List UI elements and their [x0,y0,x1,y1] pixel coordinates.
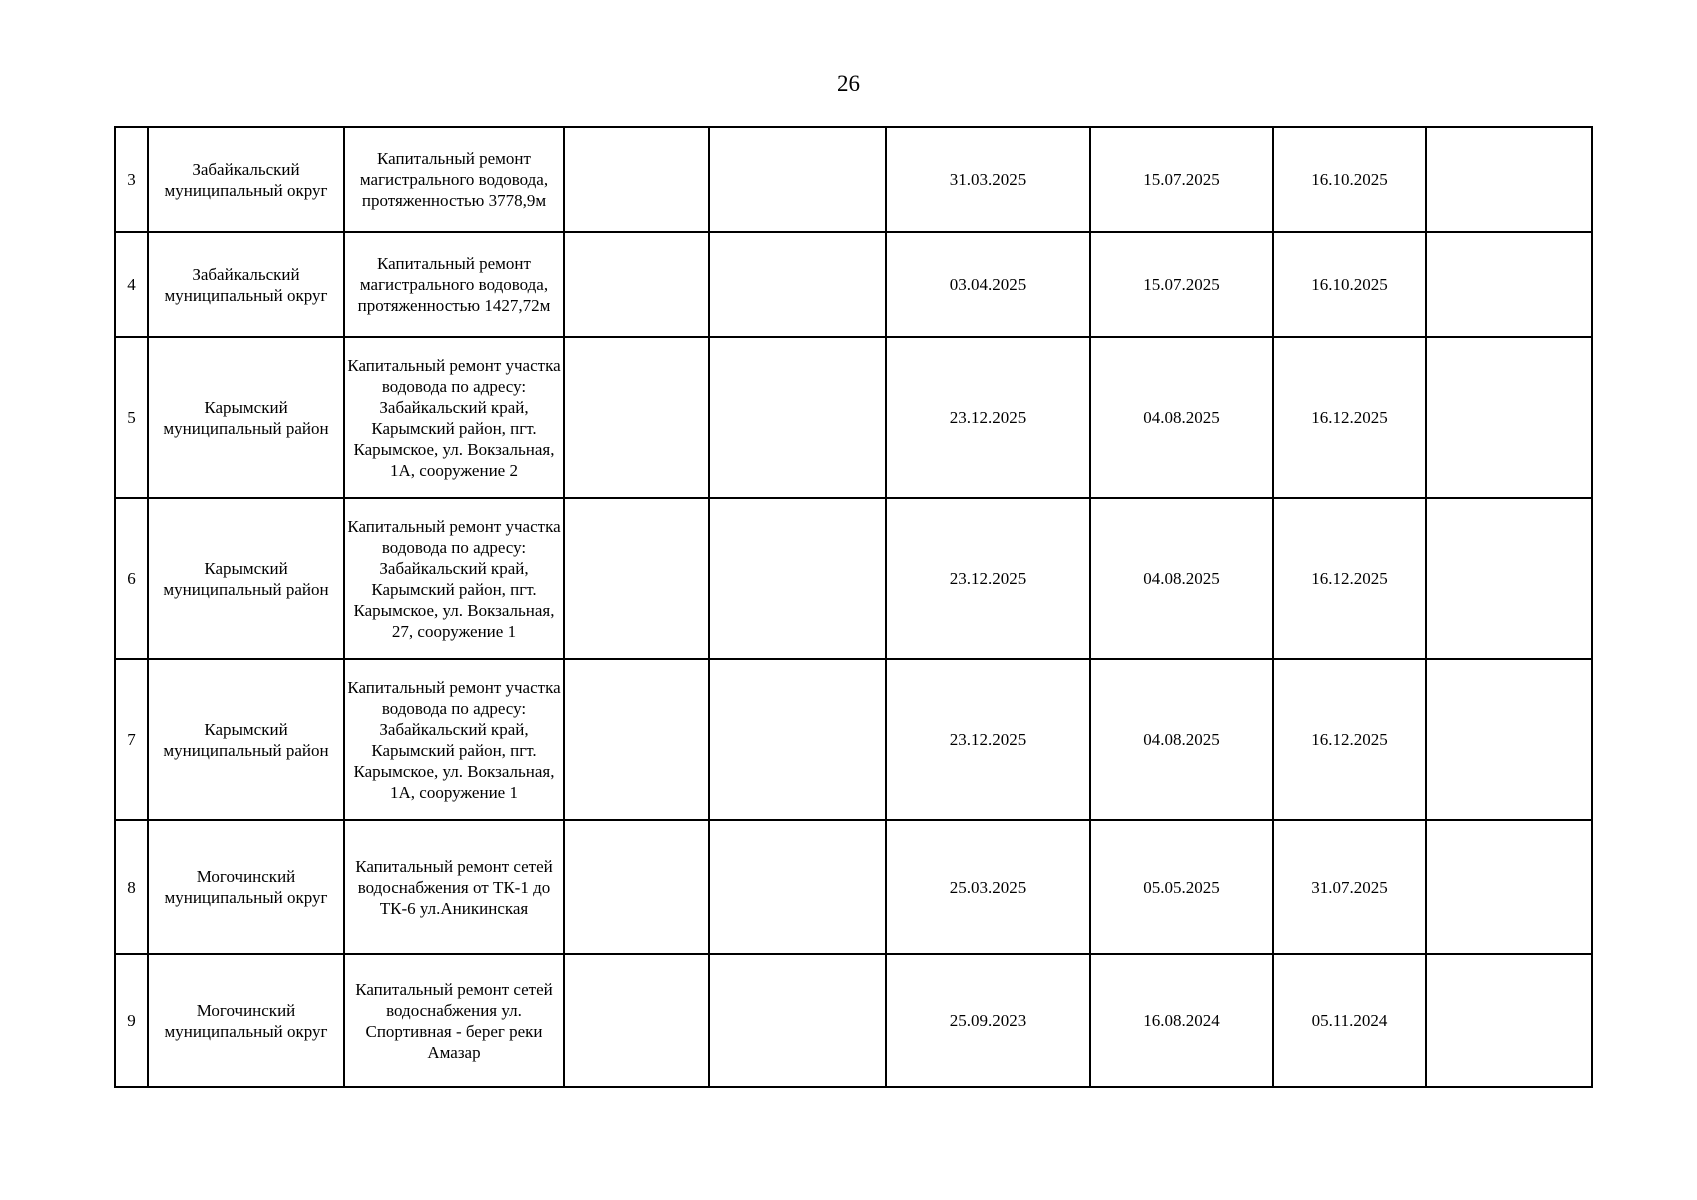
empty-cell [709,820,886,954]
date-cell: 25.03.2025 [886,820,1090,954]
date-cell: 25.09.2023 [886,954,1090,1087]
municipality-cell: Карымский муниципальный район [148,498,344,659]
date-cell: 15.07.2025 [1090,232,1273,337]
empty-cell [564,820,709,954]
empty-cell [709,659,886,820]
empty-cell [564,954,709,1087]
row-number: 4 [115,232,148,337]
row-number: 3 [115,127,148,232]
municipality-cell: Забайкальский муниципальный округ [148,232,344,337]
date-cell: 15.07.2025 [1090,127,1273,232]
date-cell: 16.10.2025 [1273,127,1426,232]
description-cell: Капитальный ремонт участка водовода по адресу: Забайкальский край, Карымский район, пгт. Карымское, ул. Вокзальная, 1А, сооружение 1 [344,659,564,820]
empty-cell [1426,659,1592,820]
date-cell: 16.08.2024 [1090,954,1273,1087]
date-cell: 31.03.2025 [886,127,1090,232]
objects-table [114,126,1593,1088]
municipality-cell: Карымский муниципальный район [148,659,344,820]
table-row [115,659,1592,820]
date-cell: 31.07.2025 [1273,820,1426,954]
empty-cell [709,498,886,659]
municipality-cell: Могочинский муниципальный округ [148,954,344,1087]
date-cell: 23.12.2025 [886,337,1090,498]
row-number: 8 [115,820,148,954]
description-cell: Капитальный ремонт сетей водоснабжения ул. Спортивная - берег реки Амазар [344,954,564,1087]
description-cell: Капитальный ремонт участка водовода по адресу: Забайкальский край, Карымский район, пгт. Карымское, ул. Вокзальная, 27, сооружение 1 [344,498,564,659]
empty-cell [709,954,886,1087]
municipality-cell: Забайкальский муниципальный округ [148,127,344,232]
empty-cell [564,659,709,820]
date-cell: 05.11.2024 [1273,954,1426,1087]
municipality-cell: Могочинский муниципальный округ [148,820,344,954]
description-cell: Капитальный ремонт магистрального водовода, протяженностью 1427,72м [344,232,564,337]
row-number: 9 [115,954,148,1087]
date-cell: 23.12.2025 [886,659,1090,820]
row-number: 7 [115,659,148,820]
date-cell: 04.08.2025 [1090,337,1273,498]
page-number: 26 [837,71,860,96]
date-cell: 16.10.2025 [1273,232,1426,337]
empty-cell [1426,820,1592,954]
date-cell: 16.12.2025 [1273,659,1426,820]
empty-cell [709,232,886,337]
empty-cell [709,337,886,498]
table-row [115,498,1592,659]
empty-cell [1426,337,1592,498]
empty-cell [1426,954,1592,1087]
table-row [115,127,1592,232]
table-row [115,820,1592,954]
description-cell: Капитальный ремонт участка водовода по адресу: Забайкальский край, Карымский район, пгт. Карымское, ул. Вокзальная, 1А, сооружение 2 [344,337,564,498]
empty-cell [564,127,709,232]
date-cell: 16.12.2025 [1273,498,1426,659]
empty-cell [564,337,709,498]
table-row [115,337,1592,498]
empty-cell [1426,127,1592,232]
empty-cell [1426,498,1592,659]
date-cell: 05.05.2025 [1090,820,1273,954]
date-cell: 04.08.2025 [1090,659,1273,820]
date-cell: 23.12.2025 [886,498,1090,659]
date-cell: 03.04.2025 [886,232,1090,337]
table-row [115,232,1592,337]
empty-cell [564,232,709,337]
description-cell: Капитальный ремонт сетей водоснабжения от ТК-1 до ТК-6 ул.Аникинская [344,820,564,954]
table-row [115,954,1592,1087]
row-number: 6 [115,498,148,659]
date-cell: 16.12.2025 [1273,337,1426,498]
empty-cell [564,498,709,659]
row-number: 5 [115,337,148,498]
date-cell: 04.08.2025 [1090,498,1273,659]
empty-cell [1426,232,1592,337]
empty-cell [709,127,886,232]
description-cell: Капитальный ремонт магистрального водовода, протяженностью 3778,9м [344,127,564,232]
municipality-cell: Карымский муниципальный район [148,337,344,498]
